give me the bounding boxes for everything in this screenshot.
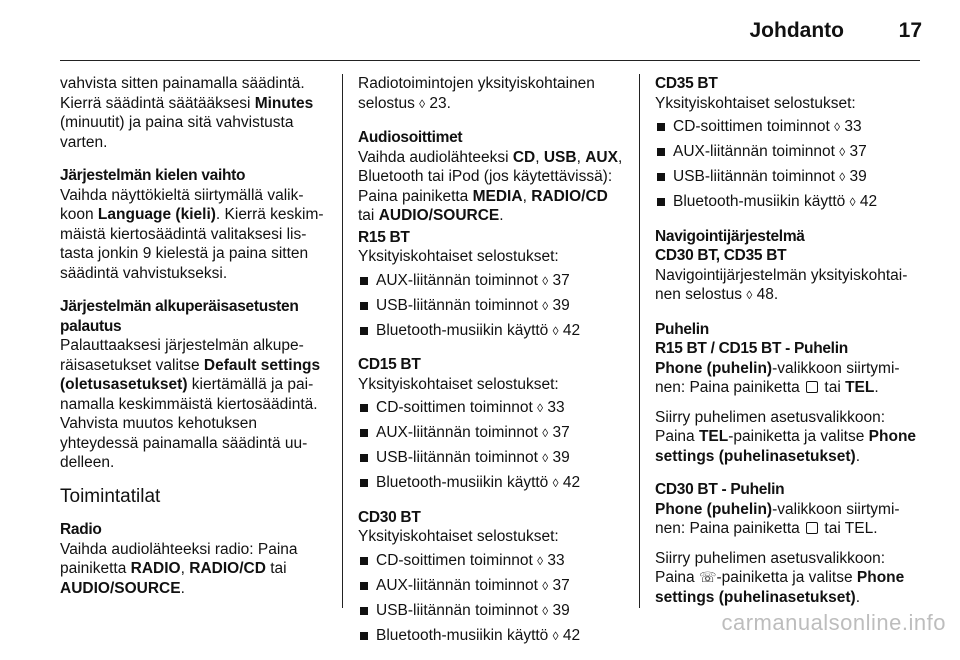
page-header [0, 0, 960, 60]
section-title: Johdanto [749, 19, 844, 42]
paragraph-default-settings: Palauttaaksesi järjestelmän alkuperäisasetukset valitse Default settings (oletusasetukset) kiertämällä ja painamalla keskimmäistä kiertosäädintä. Vahvista muutos kehotuksen yhteydessä painamalla säädintä uudelleen. [60, 337, 321, 471]
phone-hook-icon: ☏ [698, 569, 717, 585]
bullet-square-icon [360, 632, 368, 640]
heading-r15bt: R15 BT [358, 228, 410, 246]
page-ref-arrow-icon: ◊ [834, 120, 841, 134]
list-item: USB-liitännän toiminnot ◊ 39 [358, 601, 626, 622]
list-item: USB-liitännän toiminnot ◊ 39 [358, 448, 626, 469]
page-ref-arrow-icon: ◊ [542, 603, 549, 618]
watermark: carmanualsonline.info [721, 610, 946, 635]
list-item: CD-soittimen toiminnot ◊ 33 [358, 551, 626, 572]
list-cd30bt [358, 551, 626, 647]
header-rule [60, 60, 920, 61]
heading-navigation-models: CD30 BT, CD35 BT [655, 247, 787, 264]
list-item: AUX-liitännän toiminnot ◊ 37 [358, 423, 626, 444]
page-ref-arrow-icon: ◊ [542, 451, 549, 465]
phone-button-icon [806, 522, 818, 534]
list-item: AUX-liitännän toiminnot ◊ 37 [358, 271, 626, 292]
paragraph-radio: Vaihda audiolähteeksi radio: Paina painiketta RADIO, RADIO/CD tai AUDIO/SOURCE. [60, 540, 298, 597]
paragraph-navigation: Navigointijärjestelmän yksityiskohtainen selostus ◊ 48. [655, 266, 908, 303]
column-divider-1 [342, 74, 343, 608]
subheading-cd15bt: Yksityiskohtaiset selostukset: [358, 375, 559, 393]
list-cd15bt [358, 398, 626, 494]
heading-cd30bt: CD30 BT [358, 508, 421, 526]
bullet-square-icon [360, 607, 368, 615]
bullet-square-icon [360, 277, 368, 285]
bullet-square-icon [657, 173, 665, 181]
page-ref-arrow-icon: ◊ [746, 288, 753, 302]
bullet-square-icon [360, 479, 368, 487]
heading-audio-players: Audiosoittimet [358, 129, 463, 146]
page-ref-arrow-icon: ◊ [552, 323, 559, 338]
list-item: Bluetooth-musiikin käyttö ◊ 42 [655, 192, 923, 213]
page-ref-arrow-icon: ◊ [839, 145, 846, 159]
page-ref-arrow-icon: ◊ [419, 96, 426, 111]
list-item: Bluetooth-musiikin käyttö ◊ 42 [358, 626, 626, 647]
bullet-square-icon [360, 302, 368, 310]
heading-default-settings: Järjestelmän alkuperäisasetusten palautus [60, 298, 299, 335]
paragraph-phone-menu-2: Phone (puhelin)-valikkoon siirtyminen: Paina painiketta tai TEL. [655, 500, 900, 537]
subheading-r15bt: Yksityiskohtaiset selostukset: [358, 248, 559, 265]
page-ref-arrow-icon: ◊ [537, 401, 544, 415]
paragraph-phone-settings-1: Siirry puhelimen asetusvalikkoon: Paina TEL-painiketta ja valitse Phone settings (puhelinasetukset). [655, 408, 917, 465]
bullet-square-icon [360, 404, 368, 412]
list-item: Bluetooth-musiikin käyttö ◊ 42 [358, 473, 626, 494]
subheading-cd30bt: Yksityiskohtaiset selostukset: [358, 528, 559, 545]
list-r15bt [358, 271, 626, 342]
page-ref-arrow-icon: ◊ [542, 273, 549, 288]
column-3 [655, 74, 923, 621]
page-ref-arrow-icon: ◊ [552, 628, 559, 643]
list-item: AUX-liitännän toiminnot ◊ 37 [358, 576, 626, 597]
paragraph-phone-settings-2: Siirry puhelimen asetusvalikkoon: Paina ☏-painiketta ja valitse Phone settings (puhelinasetukset). [655, 549, 905, 606]
paragraph-minutes: vahvista sitten painamalla säädintä. Kierrä säädintä säätääksesi Minutes (minuutit) ja paina sitä vahvistusta varten. [60, 75, 314, 151]
paragraph-radio-ref: Radiotoimintojen yksityiskohtainen selostus ◊ 23. [358, 75, 595, 112]
heading-modes: Toimintatilat [60, 485, 161, 507]
page-ref-arrow-icon: ◊ [839, 170, 846, 184]
heading-cd15bt: CD15 BT [358, 356, 421, 373]
heading-phone-cd30: CD30 BT - Puhelin [655, 481, 785, 498]
list-item: USB-liitännän toiminnot ◊ 39 [655, 167, 923, 188]
heading-navigation: Navigointijärjestelmä [655, 227, 805, 245]
page-ref-arrow-icon: ◊ [542, 298, 549, 313]
bullet-square-icon [657, 123, 665, 131]
page-ref-arrow-icon: ◊ [849, 195, 856, 209]
bullet-square-icon [360, 557, 368, 565]
list-item: USB-liitännän toiminnot ◊ 39 [358, 296, 626, 317]
page-ref-arrow-icon: ◊ [542, 578, 549, 593]
list-cd35bt [655, 117, 923, 213]
page-ref-arrow-icon: ◊ [537, 553, 544, 568]
paragraph-language: Vaihda näyttökieltä siirtymällä valikkoon Language (kieli). Kierrä keskimmäistä kiertosäädintä valitaksesi listasta jonkin 9 kielestä ja paina sitten säädintä vahvistukseksi. [60, 186, 324, 282]
list-item: CD-soittimen toiminnot ◊ 33 [358, 398, 626, 419]
heading-phone: Puhelin [655, 320, 709, 338]
page-number: 17 [898, 19, 922, 42]
list-item: Bluetooth-musiikin käyttö ◊ 42 [358, 321, 626, 342]
heading-radio: Radio [60, 521, 102, 538]
list-item: AUX-liitännän toiminnot ◊ 37 [655, 142, 923, 163]
paragraph-audio-players: Vaihda audiolähteeksi CD, USB, AUX, Bluetooth tai iPod (jos käytettävissä): Paina painiketta MEDIA, RADIO/CD tai AUDIO/SOURCE. [358, 148, 623, 224]
page-ref-arrow-icon: ◊ [552, 476, 559, 490]
column-1 [60, 74, 328, 612]
bullet-square-icon [360, 327, 368, 335]
subheading-cd35bt: Yksityiskohtaiset selostukset: [655, 94, 856, 112]
bullet-square-icon [360, 429, 368, 437]
paragraph-phone-menu-1: Phone (puhelin)-valikkoon siirtyminen: Paina painiketta tai TEL. [655, 359, 900, 396]
heading-language: Järjestelmän kielen vaihto [60, 167, 246, 184]
bullet-square-icon [657, 148, 665, 156]
bullet-square-icon [657, 198, 665, 206]
bullet-square-icon [360, 454, 368, 462]
column-divider-2 [639, 74, 640, 608]
heading-cd35bt: CD35 BT [655, 75, 718, 92]
heading-phone-r15-cd15: R15 BT / CD15 BT - Puhelin [655, 340, 848, 357]
list-item: CD-soittimen toiminnot ◊ 33 [655, 117, 923, 138]
bullet-square-icon [360, 582, 368, 590]
column-2 [358, 74, 626, 660]
phone-button-icon [806, 381, 818, 393]
page-ref-arrow-icon: ◊ [542, 426, 549, 440]
